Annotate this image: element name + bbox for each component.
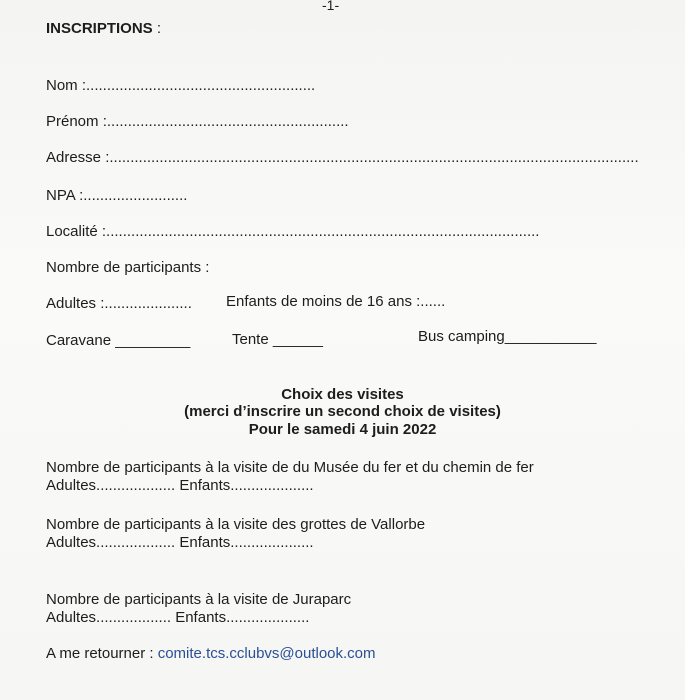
heading-colon: : bbox=[152, 20, 162, 37]
visite-musee-counts[interactable]: Adultes................... Enfants.................... bbox=[46, 477, 314, 494]
page-number: -1- bbox=[322, 0, 340, 13]
field-enfants-16[interactable]: Enfants de moins de 16 ans :...... bbox=[226, 293, 446, 310]
field-bus-camping[interactable]: Bus camping___________ bbox=[418, 328, 597, 345]
heading-title: INSCRIPTIONS bbox=[46, 20, 153, 37]
retour-label: A me retourner : bbox=[46, 645, 158, 662]
field-nombre-participants: Nombre de participants : bbox=[46, 259, 210, 276]
visite-juraparc-counts[interactable]: Adultes.................. Enfants.................... bbox=[46, 609, 310, 626]
field-npa[interactable]: NPA :......................... bbox=[46, 187, 188, 204]
field-tente[interactable]: Tente ______ bbox=[232, 331, 323, 348]
choix-subtitle: (merci d’inscrire un second choix de visites) bbox=[184, 403, 501, 420]
visite-juraparc-label: Nombre de participants à la visite de Juraparc bbox=[46, 591, 352, 608]
retour-line bbox=[46, 645, 376, 663]
choix-date: Pour le samedi 4 juin 2022 bbox=[248, 421, 437, 438]
field-prenom[interactable]: Prénom :.......................................................... bbox=[46, 113, 349, 130]
choix-title: Choix des visites bbox=[281, 386, 404, 403]
field-adultes[interactable]: Adultes :..................... bbox=[46, 295, 192, 312]
visite-musee-label: Nombre de participants à la visite de du Musée du fer et du chemin de fer bbox=[46, 459, 534, 476]
field-nom[interactable]: Nom :....................................................... bbox=[46, 77, 316, 94]
field-localite[interactable]: Localité :........................................................................................................ bbox=[46, 223, 540, 240]
field-adresse[interactable]: Adresse :............................................................................................................................... bbox=[46, 149, 639, 166]
field-caravane[interactable]: Caravane _________ bbox=[46, 332, 191, 349]
visite-grottes-label: Nombre de participants à la visite des grottes de Vallorbe bbox=[46, 516, 426, 533]
retour-email-link[interactable]: comite.tcs.cclubvs@outlook.com bbox=[157, 645, 376, 662]
section-heading bbox=[46, 20, 161, 38]
visite-grottes-counts[interactable]: Adultes................... Enfants.................... bbox=[46, 534, 314, 551]
